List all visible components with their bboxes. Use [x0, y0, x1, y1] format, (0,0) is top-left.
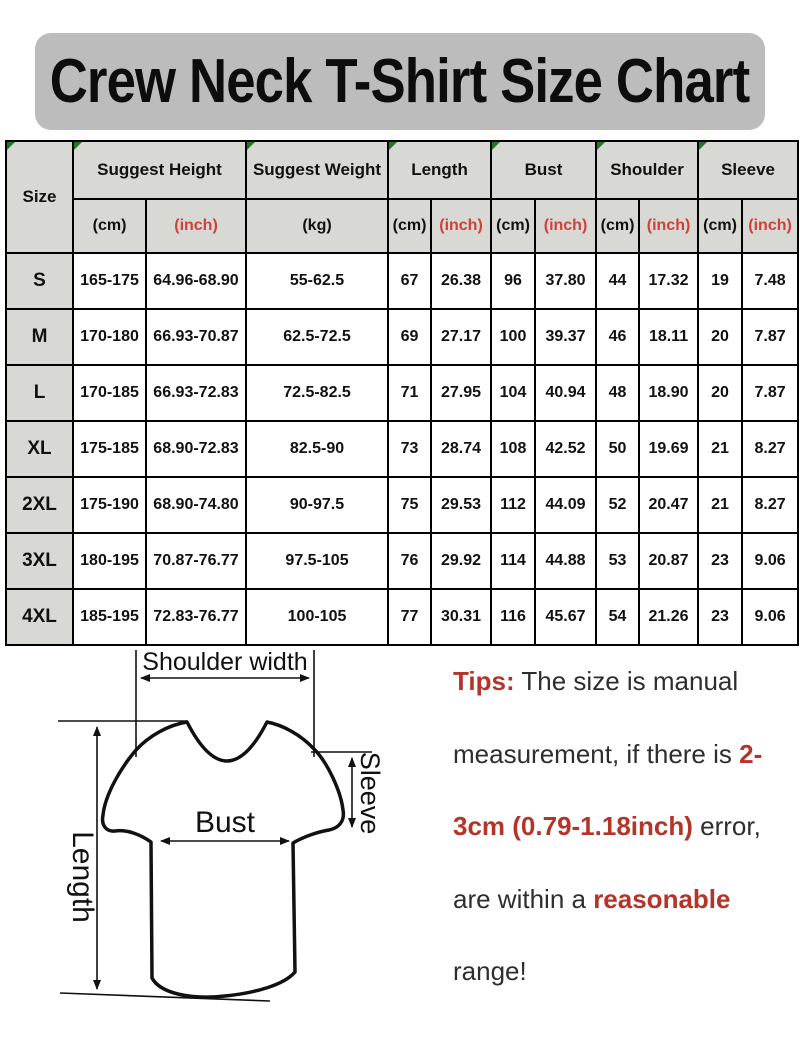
- size-cell: 170-180: [73, 309, 146, 365]
- size-cell: 9.06: [742, 589, 798, 645]
- size-cell: 44.09: [535, 477, 596, 533]
- size-cell: 20.87: [639, 533, 698, 589]
- size-cell: 45.67: [535, 589, 596, 645]
- unit-height-inch: (inch): [146, 199, 246, 253]
- page-title: Crew Neck T-Shirt Size Chart: [50, 47, 750, 116]
- size-cell: 185-195: [73, 589, 146, 645]
- size-cell: 108: [491, 421, 535, 477]
- header-suggest-height: Suggest Height: [73, 141, 246, 199]
- tips-line: [453, 935, 800, 1008]
- tips-text: [453, 645, 800, 1008]
- size-cell: 73: [388, 421, 431, 477]
- size-cell: 18.11: [639, 309, 698, 365]
- header-sleeve: Sleeve: [698, 141, 798, 199]
- size-table-body: [6, 253, 798, 645]
- size-cell: 75: [388, 477, 431, 533]
- size-label: 4XL: [6, 589, 73, 645]
- size-cell: 116: [491, 589, 535, 645]
- size-cell: 114: [491, 533, 535, 589]
- size-cell: 37.80: [535, 253, 596, 309]
- unit-weight-kg: (kg): [246, 199, 388, 253]
- size-cell: 26.38: [431, 253, 491, 309]
- size-cell: 27.17: [431, 309, 491, 365]
- length-label: Length: [66, 831, 99, 923]
- unit-length-inch: (inch): [431, 199, 491, 253]
- size-cell: 20: [698, 365, 742, 421]
- title-banner: [35, 33, 765, 130]
- unit-shoulder-inch: (inch): [639, 199, 698, 253]
- size-cell: 52: [596, 477, 639, 533]
- bust-label: Bust: [194, 806, 256, 839]
- tips-segment: 3cm (0.79-1.18inch): [453, 811, 693, 841]
- size-cell: 46: [596, 309, 639, 365]
- size-cell: 100: [491, 309, 535, 365]
- header-row-groups: [6, 141, 798, 199]
- size-cell: 64.96-68.90: [146, 253, 246, 309]
- size-cell: 112: [491, 477, 535, 533]
- size-cell: 9.06: [742, 533, 798, 589]
- size-label: 2XL: [6, 477, 73, 533]
- size-cell: 48: [596, 365, 639, 421]
- tips-segment: error,: [692, 811, 761, 841]
- size-cell: 30.31: [431, 589, 491, 645]
- tips-segment: reasonable: [593, 883, 731, 914]
- header-length: Length: [388, 141, 491, 199]
- size-cell: 104: [491, 365, 535, 421]
- tips-line: [453, 718, 800, 791]
- table-row: [6, 533, 798, 589]
- size-cell: 69: [388, 309, 431, 365]
- size-cell: 76: [388, 533, 431, 589]
- size-cell: 53: [596, 533, 639, 589]
- size-cell: 7.87: [742, 309, 798, 365]
- header-shoulder: Shoulder: [596, 141, 698, 199]
- size-cell: 165-175: [73, 253, 146, 309]
- table-row: [6, 477, 798, 533]
- size-cell: 21.26: [639, 589, 698, 645]
- size-cell: 23: [698, 533, 742, 589]
- tips-segment: are within a: [453, 883, 594, 914]
- size-cell: 20: [698, 309, 742, 365]
- tips-segment: 2-: [739, 738, 763, 769]
- tips-line: [453, 645, 800, 718]
- header-bust: Bust: [491, 141, 596, 199]
- size-cell: 7.87: [742, 365, 798, 421]
- size-cell: 71: [388, 365, 431, 421]
- size-cell: 29.53: [431, 477, 491, 533]
- unit-shoulder-cm: (cm): [596, 199, 639, 253]
- size-cell: 19.69: [639, 421, 698, 477]
- size-cell: 96: [491, 253, 535, 309]
- size-cell: 90-97.5: [246, 477, 388, 533]
- size-cell: 175-185: [73, 421, 146, 477]
- table-row: [6, 253, 798, 309]
- size-cell: 21: [698, 421, 742, 477]
- size-label: XL: [6, 421, 73, 477]
- size-cell: 28.74: [431, 421, 491, 477]
- size-cell: 20.47: [639, 477, 698, 533]
- header-size: Size: [6, 141, 73, 253]
- sleeve-label: Sleeve: [355, 751, 385, 835]
- size-cell: 68.90-72.83: [146, 421, 246, 477]
- size-cell: 68.90-74.80: [146, 477, 246, 533]
- table-row: [6, 309, 798, 365]
- unit-length-cm: (cm): [388, 199, 431, 253]
- unit-sleeve-cm: (cm): [698, 199, 742, 253]
- size-cell: 18.90: [639, 365, 698, 421]
- size-label: L: [6, 365, 73, 421]
- size-chart-table: [5, 140, 799, 646]
- size-cell: 39.37: [535, 309, 596, 365]
- header-row-units: [6, 199, 798, 253]
- size-cell: 7.48: [742, 253, 798, 309]
- size-cell: 40.94: [535, 365, 596, 421]
- size-cell: 29.92: [431, 533, 491, 589]
- size-cell: 66.93-72.83: [146, 365, 246, 421]
- tips-segment: Tips:: [453, 666, 515, 696]
- table-row: [6, 589, 798, 645]
- size-cell: 23: [698, 589, 742, 645]
- unit-height-cm: (cm): [73, 199, 146, 253]
- size-cell: 77: [388, 589, 431, 645]
- tips-segment: The size is manual: [514, 666, 739, 696]
- size-cell: 170-185: [73, 365, 146, 421]
- size-label: M: [6, 309, 73, 365]
- header-suggest-weight: Suggest Weight: [246, 141, 388, 199]
- tips-segment: measurement, if there is: [453, 738, 740, 769]
- size-cell: 180-195: [73, 533, 146, 589]
- size-cell: 70.87-76.77: [146, 533, 246, 589]
- tips-line: [453, 790, 800, 863]
- table-row: [6, 365, 798, 421]
- tshirt-outline: [103, 722, 344, 997]
- size-cell: 72.5-82.5: [246, 365, 388, 421]
- size-label: S: [6, 253, 73, 309]
- size-cell: 27.95: [431, 365, 491, 421]
- size-label: 3XL: [6, 533, 73, 589]
- size-cell: 17.32: [639, 253, 698, 309]
- unit-sleeve-inch: (inch): [742, 199, 798, 253]
- size-cell: 55-62.5: [246, 253, 388, 309]
- size-cell: 67: [388, 253, 431, 309]
- size-cell: 8.27: [742, 477, 798, 533]
- shoulder-width-label: Shoulder width: [142, 648, 308, 676]
- size-cell: 72.83-76.77: [146, 589, 246, 645]
- size-cell: 100-105: [246, 589, 388, 645]
- size-cell: 44.88: [535, 533, 596, 589]
- unit-bust-inch: (inch): [535, 199, 596, 253]
- size-cell: 97.5-105: [246, 533, 388, 589]
- table-row: [6, 421, 798, 477]
- size-cell: 175-190: [73, 477, 146, 533]
- unit-bust-cm: (cm): [491, 199, 535, 253]
- size-cell: 44: [596, 253, 639, 309]
- size-cell: 66.93-70.87: [146, 309, 246, 365]
- tshirt-measure-diagram: [0, 645, 450, 1040]
- size-cell: 42.52: [535, 421, 596, 477]
- tips-segment: range!: [453, 956, 527, 986]
- size-cell: 21: [698, 477, 742, 533]
- tips-line: [453, 863, 800, 936]
- size-cell: 19: [698, 253, 742, 309]
- size-cell: 50: [596, 421, 639, 477]
- size-cell: 54: [596, 589, 639, 645]
- size-cell: 8.27: [742, 421, 798, 477]
- size-cell: 82.5-90: [246, 421, 388, 477]
- size-cell: 62.5-72.5: [246, 309, 388, 365]
